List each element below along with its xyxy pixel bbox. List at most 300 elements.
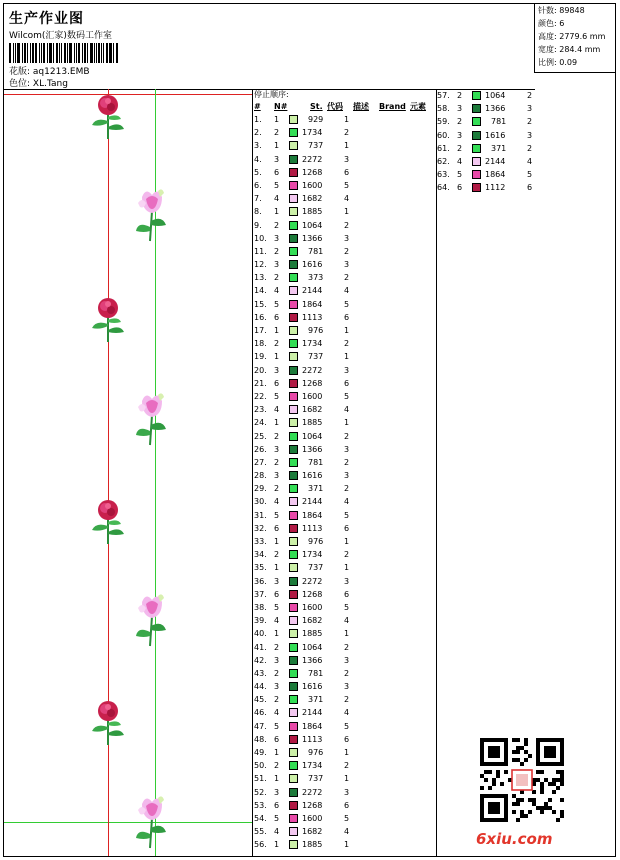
sequence-row	[254, 298, 434, 311]
thread-code: 781	[308, 668, 324, 678]
thread-code: 1864	[302, 299, 323, 309]
thread-code: 1600	[302, 180, 323, 190]
stop-number: 58.	[437, 104, 450, 114]
needle-number: 3	[274, 787, 280, 797]
thread-code: 2272	[302, 154, 323, 164]
color-swatch	[472, 170, 481, 179]
element-number: 2	[344, 431, 350, 441]
color-swatch	[289, 708, 298, 717]
color-swatch	[289, 405, 298, 414]
needle-number: 5	[457, 170, 463, 180]
stop-number: 61.	[437, 143, 450, 153]
spec-height: 高度: 2779.6 mm	[538, 32, 606, 41]
element-number: 6	[344, 378, 350, 388]
thread-code: 1268	[302, 589, 323, 599]
needle-number: 2	[274, 220, 280, 230]
needle-number: 4	[274, 286, 280, 296]
stop-number: 44.	[254, 682, 267, 692]
needle-number: 4	[274, 497, 280, 507]
stop-number: 50.	[254, 761, 267, 771]
stop-number: 31.	[254, 510, 267, 520]
thread-code: 1734	[302, 339, 323, 349]
needle-number: 3	[457, 130, 463, 140]
needle-number: 2	[274, 273, 280, 283]
thread-code: 1885	[302, 629, 323, 639]
color-swatch	[289, 352, 298, 361]
element-number: 2	[344, 761, 350, 771]
thread-code: 1682	[302, 194, 323, 204]
element-number: 2	[344, 339, 350, 349]
element-number: 2	[527, 117, 533, 127]
thread-code: 1268	[302, 167, 323, 177]
element-number: 2	[527, 91, 533, 100]
needle-number: 1	[274, 141, 280, 151]
sequence-row	[254, 641, 434, 654]
specs-box	[534, 3, 616, 73]
needle-number: 6	[274, 167, 280, 177]
element-number: 4	[344, 827, 350, 837]
tulip-flower-motif	[132, 592, 172, 652]
color-swatch	[289, 550, 298, 559]
stop-number: 52.	[254, 787, 267, 797]
stop-number: 19.	[254, 352, 267, 362]
stop-number: 45.	[254, 695, 267, 705]
sequence-row	[254, 219, 434, 232]
header-elem: 元素	[410, 102, 426, 111]
element-number: 3	[344, 154, 350, 164]
color-swatch	[289, 643, 298, 652]
needle-number: 1	[274, 748, 280, 757]
element-number: 2	[344, 550, 350, 560]
sequence-row	[254, 153, 434, 166]
needle-number: 2	[274, 457, 280, 467]
tulip-flower-motif	[132, 391, 172, 451]
thread-code: 976	[308, 326, 324, 335]
sequence-row	[254, 192, 434, 205]
needle-number: 3	[274, 576, 280, 586]
stop-number: 2.	[254, 128, 262, 138]
color-swatch	[289, 115, 298, 124]
stop-number: 57.	[437, 91, 450, 100]
thread-code: 1113	[302, 523, 323, 533]
color-swatch	[289, 484, 298, 493]
element-number: 1	[344, 563, 350, 573]
needle-number: 3	[274, 365, 280, 375]
needle-number: 5	[274, 510, 280, 520]
color-swatch	[472, 144, 481, 153]
thread-code: 1682	[302, 616, 323, 626]
needle-number: 1	[274, 352, 280, 362]
element-number: 6	[344, 312, 350, 322]
stop-number: 47.	[254, 721, 267, 731]
needle-number: 2	[274, 246, 280, 256]
stop-number: 3.	[254, 141, 262, 151]
thread-code: 737	[308, 563, 324, 573]
stop-number: 5.	[254, 167, 262, 177]
top-guide-line	[4, 94, 252, 95]
sequence-row	[254, 680, 434, 693]
element-number: 2	[344, 695, 350, 705]
element-number: 3	[344, 233, 350, 243]
sequence-row	[254, 561, 434, 574]
thread-code: 2272	[302, 576, 323, 586]
sequence-row	[254, 601, 434, 614]
color-swatch	[289, 761, 298, 770]
stop-number: 17.	[254, 326, 267, 335]
element-number: 2	[344, 273, 350, 283]
thread-code: 1616	[302, 682, 323, 692]
needle-number: 1	[274, 774, 280, 784]
thread-code: 1864	[302, 510, 323, 520]
stop-number: 27.	[254, 457, 267, 467]
stop-number: 24.	[254, 418, 267, 428]
element-number: 1	[344, 326, 350, 335]
element-number: 1	[344, 774, 350, 784]
element-number: 5	[344, 299, 350, 309]
needle-number: 2	[274, 339, 280, 349]
design-file: aq1213.EMB	[32, 67, 90, 77]
stop-number: 41.	[254, 642, 267, 652]
color-swatch	[289, 511, 298, 520]
sequence-row	[254, 113, 434, 126]
color-swatch	[289, 471, 298, 480]
stop-number: 18.	[254, 339, 267, 349]
stop-number: 54.	[254, 813, 267, 823]
element-number: 2	[344, 484, 350, 494]
element-number: 4	[344, 194, 350, 204]
sequence-row	[254, 139, 434, 152]
element-number: 1	[344, 748, 350, 757]
thread-code: 1366	[302, 655, 323, 665]
header-brand: Brand	[379, 102, 406, 111]
thread-code: 1734	[302, 761, 323, 771]
color-swatch	[289, 286, 298, 295]
thread-code: 1682	[302, 405, 323, 415]
element-number: 3	[344, 576, 350, 586]
thread-code: 1268	[302, 378, 323, 388]
sequence-row	[254, 812, 434, 825]
needle-number: 6	[274, 734, 280, 744]
column-headers	[254, 101, 434, 113]
stop-number: 4.	[254, 154, 262, 164]
sequence-row	[254, 364, 434, 377]
element-number: 5	[527, 170, 533, 180]
color-swatch	[289, 392, 298, 401]
element-number: 3	[344, 682, 350, 692]
element-number: 3	[344, 444, 350, 454]
stop-number: 55.	[254, 827, 267, 837]
color-swatch	[289, 735, 298, 744]
spec-colors: 颜色: 6	[538, 19, 565, 28]
colorist-label: 色位:	[9, 79, 31, 89]
needle-number: 2	[457, 117, 463, 127]
needle-number: 6	[274, 378, 280, 388]
needle-number: 6	[274, 800, 280, 810]
thread-code: 1366	[302, 233, 323, 243]
stop-number: 43.	[254, 668, 267, 678]
stop-number: 39.	[254, 616, 267, 626]
sequence-row	[254, 799, 434, 812]
needle-number: 4	[274, 827, 280, 837]
color-swatch	[289, 537, 298, 546]
sequence-row	[437, 181, 617, 194]
sequence-row	[254, 627, 434, 640]
color-swatch	[289, 603, 298, 612]
color-swatch	[289, 194, 298, 203]
element-number: 3	[527, 130, 533, 140]
needle-number: 2	[274, 695, 280, 705]
color-swatch	[289, 722, 298, 731]
element-number: 3	[344, 655, 350, 665]
element-number: 5	[344, 721, 350, 731]
sequence-row	[254, 430, 434, 443]
color-swatch	[289, 669, 298, 678]
color-swatch	[289, 300, 298, 309]
stop-number: 34.	[254, 550, 267, 560]
color-swatch	[289, 221, 298, 230]
needle-number: 5	[274, 721, 280, 731]
thread-code: 1864	[485, 170, 506, 180]
element-number: 3	[527, 104, 533, 114]
element-number: 6	[344, 589, 350, 599]
color-swatch	[472, 104, 481, 113]
needle-number: 1	[274, 326, 280, 335]
element-number: 5	[344, 180, 350, 190]
sequence-row	[254, 746, 434, 759]
element-number: 1	[344, 207, 350, 217]
stop-number: 23.	[254, 405, 267, 415]
thread-code: 1734	[302, 128, 323, 138]
sequence-row	[254, 838, 434, 851]
needle-number: 2	[274, 128, 280, 138]
color-swatch	[289, 326, 298, 335]
needle-number: 3	[457, 104, 463, 114]
color-swatch	[472, 131, 481, 140]
sequence-row	[254, 469, 434, 482]
color-swatch	[289, 695, 298, 704]
thread-code: 1616	[302, 260, 323, 270]
needle-number: 3	[274, 655, 280, 665]
thread-code: 781	[491, 117, 507, 127]
stop-number: 30.	[254, 497, 267, 507]
sequence-row	[254, 693, 434, 706]
color-swatch	[289, 748, 298, 757]
stop-number: 35.	[254, 563, 267, 573]
thread-code: 1682	[302, 827, 323, 837]
element-number: 1	[344, 352, 350, 362]
sequence-row	[254, 786, 434, 799]
thread-code: 1064	[485, 91, 506, 100]
spec-scale: 比例: 0.09	[538, 58, 578, 67]
stop-number: 49.	[254, 748, 267, 757]
needle-number: 3	[274, 444, 280, 454]
needle-number: 4	[274, 708, 280, 718]
stop-number: 21.	[254, 378, 267, 388]
stop-number: 20.	[254, 365, 267, 375]
sequence-row	[254, 166, 434, 179]
color-swatch	[289, 418, 298, 427]
color-swatch	[289, 379, 298, 388]
color-swatch	[289, 458, 298, 467]
sequence-row	[254, 284, 434, 297]
color-swatch	[289, 827, 298, 836]
stop-number: 64.	[437, 183, 450, 193]
color-swatch	[289, 445, 298, 454]
thread-code: 737	[308, 141, 324, 151]
element-number: 2	[344, 457, 350, 467]
sequence-row	[254, 311, 434, 324]
color-swatch	[289, 840, 298, 849]
sequence-row	[437, 102, 617, 115]
stop-number: 46.	[254, 708, 267, 718]
needle-number: 5	[274, 180, 280, 190]
element-number: 6	[344, 800, 350, 810]
header-desc: 描述	[353, 102, 369, 111]
rose-flower-motif	[88, 91, 128, 145]
sequence-row	[437, 142, 617, 155]
sequence-row	[254, 403, 434, 416]
needle-number: 3	[274, 682, 280, 692]
needle-number: 6	[274, 312, 280, 322]
sequence-row	[437, 115, 617, 128]
stop-number: 38.	[254, 602, 267, 612]
rose-flower-motif	[88, 496, 128, 550]
color-swatch	[289, 774, 298, 783]
needle-number: 4	[457, 156, 463, 166]
needle-number: 2	[274, 642, 280, 652]
sequence-row	[437, 129, 617, 142]
color-swatch	[472, 157, 481, 166]
stop-number: 53.	[254, 800, 267, 810]
thread-code: 1885	[302, 418, 323, 428]
color-swatch	[472, 91, 481, 100]
color-swatch	[289, 497, 298, 506]
company-name: Wilcom(汇家)数码工作室	[9, 31, 112, 41]
stop-number: 60.	[437, 130, 450, 140]
sequence-row	[254, 588, 434, 601]
element-number: 1	[344, 629, 350, 639]
stop-number: 1.	[254, 115, 262, 124]
element-number: 5	[344, 391, 350, 401]
stop-sequence-column-1	[254, 89, 434, 852]
sequence-row	[254, 443, 434, 456]
color-swatch	[289, 788, 298, 797]
element-number: 4	[344, 616, 350, 626]
element-number: 5	[344, 602, 350, 612]
thread-code: 1885	[302, 207, 323, 217]
sequence-row	[254, 258, 434, 271]
colorist-value: XL.Tang	[32, 79, 68, 89]
stop-number: 29.	[254, 484, 267, 494]
stop-number: 8.	[254, 207, 262, 217]
needle-number: 2	[274, 761, 280, 771]
sequence-row	[254, 456, 434, 469]
thread-code: 1600	[302, 602, 323, 612]
needle-number: 5	[274, 602, 280, 612]
element-number: 1	[344, 141, 350, 151]
color-swatch	[289, 629, 298, 638]
element-number: 6	[344, 734, 350, 744]
color-swatch	[289, 260, 298, 269]
needle-number: 4	[274, 616, 280, 626]
thread-code: 976	[308, 537, 324, 546]
thread-code: 1064	[302, 431, 323, 441]
colorist-line	[9, 76, 68, 89]
element-number: 4	[344, 497, 350, 507]
thread-code: 1885	[302, 840, 323, 850]
thread-code: 1366	[485, 104, 506, 114]
sequence-row	[254, 509, 434, 522]
element-number: 5	[344, 813, 350, 823]
needle-number: 4	[274, 405, 280, 415]
spec-stitches: 针数: 89848	[538, 6, 585, 15]
sequence-row	[254, 337, 434, 350]
rose-flower-motif	[88, 294, 128, 348]
needle-number: 1	[274, 418, 280, 428]
needle-number: 3	[274, 471, 280, 481]
design-preview	[4, 89, 253, 856]
needle-number: 2	[274, 431, 280, 441]
color-swatch	[289, 366, 298, 375]
stop-number: 62.	[437, 156, 450, 166]
element-number: 4	[344, 286, 350, 296]
sequence-row	[254, 825, 434, 838]
header-code: 代码	[327, 102, 343, 111]
element-number: 6	[344, 167, 350, 177]
sequence-row	[254, 759, 434, 772]
sequence-row	[254, 482, 434, 495]
sequence-row	[254, 614, 434, 627]
stop-number: 63.	[437, 170, 450, 180]
element-number: 1	[344, 418, 350, 428]
thread-code: 1113	[302, 734, 323, 744]
color-swatch	[289, 801, 298, 810]
header-num: #	[254, 102, 261, 111]
color-swatch	[289, 207, 298, 216]
element-number: 3	[344, 365, 350, 375]
color-swatch	[289, 563, 298, 572]
color-swatch	[289, 616, 298, 625]
stop-number: 42.	[254, 655, 267, 665]
thread-code: 1864	[302, 721, 323, 731]
sequence-row	[254, 706, 434, 719]
needle-number: 1	[274, 207, 280, 217]
sequence-row	[437, 89, 617, 102]
sequence-row	[254, 416, 434, 429]
needle-number: 5	[274, 813, 280, 823]
color-swatch	[289, 234, 298, 243]
element-number: 2	[344, 246, 350, 256]
stop-number: 15.	[254, 299, 267, 309]
color-swatch	[289, 656, 298, 665]
stop-number: 40.	[254, 629, 267, 639]
element-number: 2	[344, 220, 350, 230]
thread-code: 373	[308, 273, 324, 283]
sequence-row	[254, 205, 434, 218]
thread-code: 1600	[302, 813, 323, 823]
element-number: 6	[344, 523, 350, 533]
thread-code: 1366	[302, 444, 323, 454]
needle-number: 4	[274, 194, 280, 204]
sequence-row	[254, 179, 434, 192]
element-number: 4	[344, 405, 350, 415]
sequence-row	[254, 245, 434, 258]
color-swatch	[289, 682, 298, 691]
needle-number: 3	[274, 154, 280, 164]
needle-number: 1	[274, 629, 280, 639]
sequence-row	[254, 377, 434, 390]
needle-number: 5	[274, 391, 280, 401]
